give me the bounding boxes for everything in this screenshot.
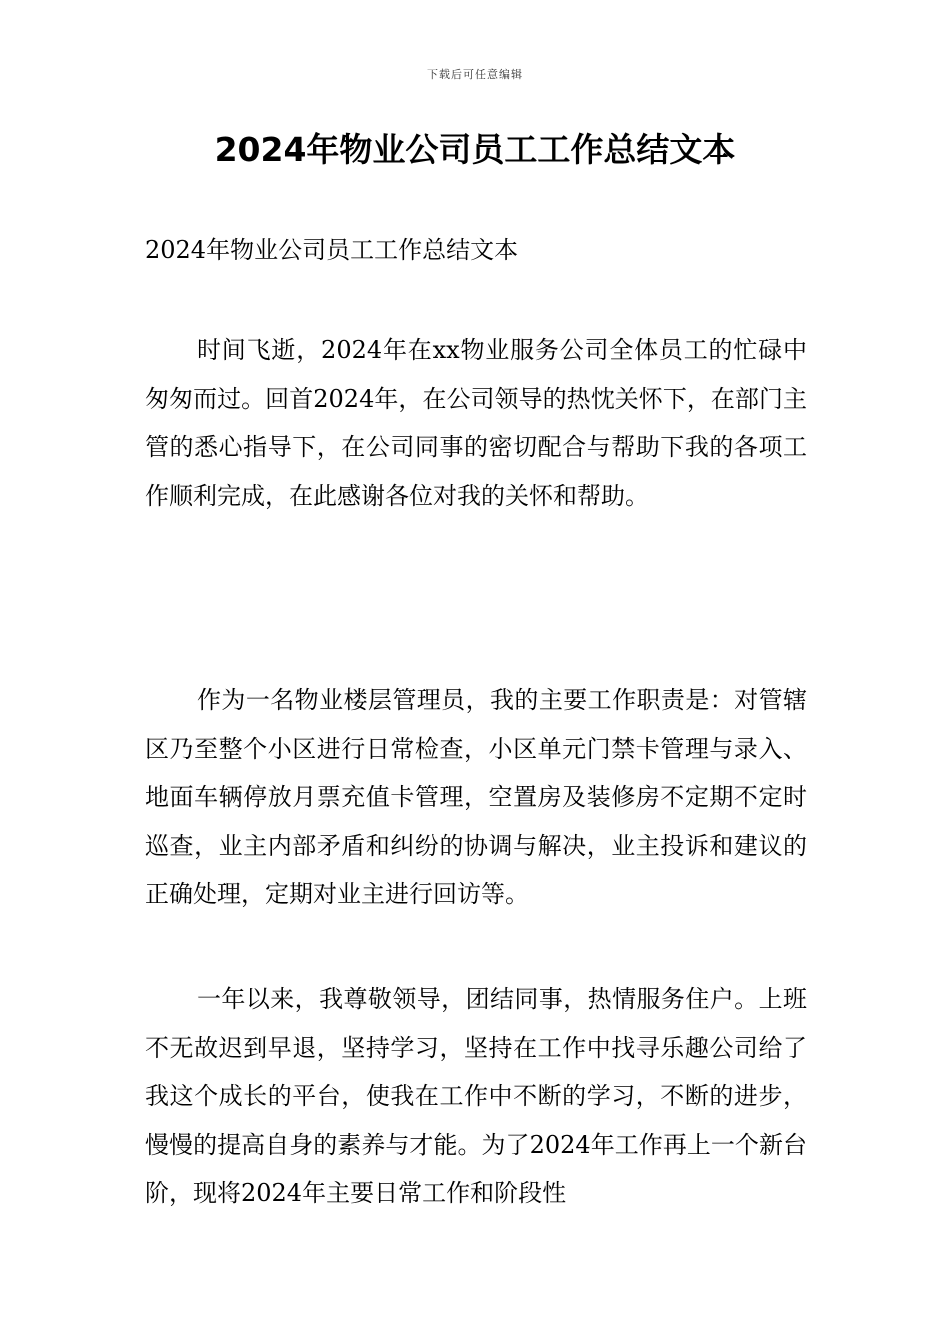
document-subtitle: 2024年物业公司员工工作总结文本	[145, 236, 519, 264]
header-note: 下载后可任意编辑	[427, 68, 523, 81]
document-title: 2024年物业公司员工工作总结文本	[214, 130, 736, 169]
paragraph-responsibilities: 作为一名物业楼层管理员，我的主要工作职责是：对管辖区乃至整个小区进行日常检查，小区单元门禁卡管理与录入、地面车辆停放月票充值卡管理，空置房及装修房不定期不定时巡查，业主内部矛盾和纠纷的协调与解决，业主投诉和建议的正确处理，定期对业主进行回访等。	[145, 686, 807, 908]
paragraph-review: 一年以来，我尊敬领导，团结同事，热情服务住户。上班不无故迟到早退，坚持学习，坚持在工作中找寻乐趣公司给了我这个成长的平台，使我在工作中不断的学习，不断的进步，慢慢的提高自身的素养与才能。为了2024年工作再上一个新台阶，现将2024年主要日常工作和阶段性	[145, 985, 807, 1207]
paragraph-intro: 时间飞逝，2024年在xx物业服务公司全体员工的忙碌中匆匆而过。回首2024年，在公司领导的热忱关怀下，在部门主管的悉心指导下，在公司同事的密切配合与帮助下我的各项工作顺利完成，在此感谢各位对我的关怀和帮助。	[145, 336, 807, 510]
